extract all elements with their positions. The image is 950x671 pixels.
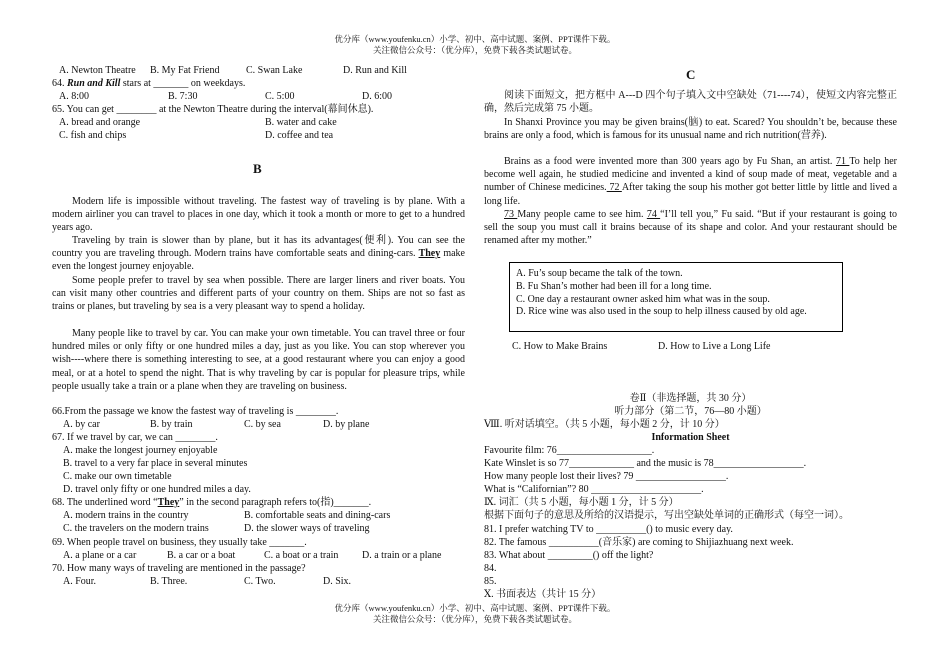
q65-option-d[interactable]: D. coffee and tea: [265, 130, 334, 141]
passage-b-paragraph-3: Some people prefer to travel by sea when possible. There are larger liners and river boats. You can visit many other countries and different parts of your country on them. Ships are not so fast as trains or planes, but traveling by sea is a very pleasant way to spend a holiday.: [52, 275, 465, 313]
q68-text-b: ” in the second paragraph refers to(指)_______.: [179, 497, 372, 508]
info-line-80: What is “Californian”? 80 ______________________.: [484, 484, 704, 495]
blank-72: 72: [606, 182, 622, 194]
footer-line-2: 关注微信公众号：（优分库），免费下载各类试题试卷。: [372, 614, 577, 624]
box-item-c: C. One day a restaurant owner asked him what was in the soup.: [516, 294, 770, 305]
passage-c-paragraph-2: [484, 155, 897, 208]
q67-question: 67. If we travel by car, we can ________.: [52, 432, 218, 443]
para3c-text-b: “I’ll tell you,” Fu said. “But if your restaurant is going to sell the soup you must call it brains because of its shape and color. And your restaurant should be renamed after my mother.”: [484, 209, 898, 247]
info-line-77-78: Kate Winslet is so 77_____________ and the music is 78__________________.: [484, 458, 807, 469]
para2-underlined-they: They: [418, 248, 441, 260]
q68-option-c[interactable]: C. the travelers on the modern trains: [63, 523, 209, 534]
passage-c-paragraph-3: [484, 208, 897, 248]
q64-option-b[interactable]: B. 7:30: [168, 91, 198, 102]
q64-option-d[interactable]: D. 6:00: [362, 91, 392, 102]
section-c-heading: C: [686, 67, 696, 82]
passage-b-paragraph-4: Many people like to travel by car. You can make your own timetable. You can travel three or four hundred miles or only fifty or one hundred miles a day, just as you like. You can stop wherever you wish----where there is something interesting to see, at a good restaurant where you can enjoy a good meal, or at a hotel to spend the night. That is why traveling by car is popular for pleasure trips, while people usually take a train or a plane when they are traveling on business.: [52, 328, 465, 392]
q83: 83. What about _________() off the light?: [484, 550, 654, 561]
header-line-1: 优分库（www.youfenku.cn）小学、初中、高中试题、案例、PPT课件下载。: [334, 34, 616, 44]
q68-underlined-they: They: [157, 497, 180, 508]
q63-option-b[interactable]: B. My Fat Friend: [150, 65, 220, 76]
q70-option-c[interactable]: C. Two.: [244, 576, 276, 587]
q75-option-c[interactable]: C. How to Make Brains: [512, 341, 608, 352]
section-b-heading: B: [253, 161, 262, 176]
box-item-d: D. Rice wine was also used in the soup to help illness caused by old age.: [516, 306, 807, 317]
q69-option-b[interactable]: B. a car or a boat: [167, 550, 236, 561]
volume-2-heading: 卷Ⅱ（非选择题，共 30 分）: [629, 393, 752, 404]
q64-number: 64.: [52, 78, 67, 89]
info-line-79: How many people lost their lives? 79 __________________.: [484, 471, 729, 482]
q64-option-c[interactable]: C. 5:00: [265, 91, 295, 102]
q85: 85.: [484, 576, 497, 587]
q81: 81. I prefer watching TV to __________() to music every day.: [484, 524, 733, 535]
q66-option-a[interactable]: A. by car: [63, 419, 100, 430]
para2c-text-c: After taking the soup his mother got better little by little and lived a long life.: [484, 182, 898, 207]
section-9-heading: Ⅸ. 词汇（共 5 小题，每小题 1 分，计 5 分）: [484, 497, 679, 508]
q69-option-a[interactable]: A. a plane or a car: [63, 550, 137, 561]
section-c-instructions: 阅读下面短文，把方框中 A---D 四个句子填入文中空缺处（71----74），使短文内容完整正确，然后完成第 75 小题。: [484, 90, 897, 115]
q65-question: 65. You can get ________ at the Newton Theatre during the interval(幕间休息).: [52, 104, 374, 115]
footer-line-1: 优分库（www.youfenku.cn）小学、初中、高中试题、案例、PPT课件下载。: [334, 603, 616, 613]
q68-option-b[interactable]: B. comfortable seats and dining-cars: [244, 510, 391, 521]
passage-c-paragraph-1: In Shanxi Province you may be given brains(脑) to eat. Scared? You shouldn’t be, because these brains are only a food, which is famous for its unusual name and rich nutrition(营养).: [484, 117, 897, 142]
para3c-text-a: Many people came to see him.: [517, 209, 647, 220]
box-item-b: B. Fu Shan’s mother had been ill for a long time.: [516, 281, 712, 292]
section-10-heading: Ⅹ. 书面表达（共计 15 分）: [484, 589, 602, 600]
header-line-2: 关注微信公众号：（优分库），免费下载各类试题试卷。: [372, 45, 577, 55]
q65-option-a[interactable]: A. bread and orange: [59, 117, 141, 128]
q64-question: [52, 77, 245, 90]
q68-question: [52, 496, 371, 509]
para2-text-b: make even the longest journey enjoyable.: [52, 248, 465, 273]
blank-73: 73: [504, 209, 518, 220]
q66-option-d[interactable]: D. by plane: [323, 419, 370, 430]
para2c-text-b: To help her become well again, he studied medicine and invented a kind of soup made of meat, vegetable and a number of Chinese medicines.: [484, 156, 897, 194]
q82: 82. The famous __________(音乐家) are coming to Shijiazhuang next week.: [484, 537, 794, 548]
q66-option-b[interactable]: B. by train: [150, 419, 193, 430]
q64-option-a[interactable]: A. 8:00: [59, 91, 89, 102]
passage-b-paragraph-1: Modern life is impossible without traveling. The fastest way of traveling is by plane. With a modern airliner you can travel to places in one day, which it took a month or more to get to a hundred years ago.: [52, 196, 465, 234]
info-line-76: Favourite film: 76___________________.: [484, 445, 655, 456]
q70-option-d[interactable]: D. Six.: [323, 576, 352, 587]
q69-option-c[interactable]: C. a boat or a train: [264, 550, 339, 561]
q64-rest: stars at _______ on weekdays.: [120, 78, 246, 89]
section-8-heading: Ⅷ. 听对话填空。（共 5 小题，每小题 2 分，计 10 分）: [484, 419, 725, 430]
information-sheet-title: Information Sheet: [651, 432, 730, 443]
sentence-options-box: [509, 262, 843, 332]
q69-option-d[interactable]: D. a train or a plane: [362, 550, 442, 561]
q64-title: Run and Kill: [67, 78, 121, 89]
para2c-text-a: Brains as a food were invented more than 300 years ago by Fu Shan, an artist.: [504, 156, 836, 167]
q66-question: 66.From the passage we know the fastest way of traveling is ________.: [52, 406, 339, 417]
q70-option-b[interactable]: B. Three.: [150, 576, 188, 587]
q63-option-c[interactable]: C. Swan Lake: [246, 65, 303, 76]
q67-option-d[interactable]: D. travel only fifty or one hundred miles a day.: [63, 484, 251, 495]
q70-question: 70. How many ways of traveling are mentioned in the passage?: [52, 563, 306, 574]
q69-question: 69. When people travel on business, they usually take _______.: [52, 537, 307, 548]
blank-71: 71: [835, 156, 850, 167]
q66-option-c[interactable]: C. by sea: [244, 419, 281, 430]
q63-option-d[interactable]: D. Run and Kill: [343, 65, 407, 76]
q84: 84.: [484, 563, 497, 574]
passage-b-paragraph-2: [52, 234, 465, 274]
q68-option-d[interactable]: D. the slower ways of traveling: [244, 523, 370, 534]
q68-text-a: 68. The underlined word “: [52, 497, 158, 508]
blank-74: 74: [646, 209, 661, 220]
q67-option-b[interactable]: B. travel to a very far place in several minutes: [63, 458, 248, 469]
para2-text-a: Traveling by train is slower than by plane, but it has its advantages(便利). You can see the country you are traveling through. Modern trains have comfortable seats and dining-cars.: [52, 235, 465, 260]
q65-option-b[interactable]: B. water and cake: [265, 117, 337, 128]
q68-option-a[interactable]: A. modern trains in the country: [63, 510, 189, 521]
q67-option-a[interactable]: A. make the longest journey enjoyable: [63, 445, 218, 456]
listening-heading: 听力部分（第二节，76—80 小题）: [614, 406, 767, 417]
q70-option-a[interactable]: A. Four.: [63, 576, 97, 587]
box-item-a: A. Fu’s soup became the talk of the town.: [516, 268, 683, 279]
q67-option-c[interactable]: C. make our own timetable: [63, 471, 172, 482]
q63-option-a[interactable]: A. Newton Theatre: [59, 65, 136, 76]
section-9-instructions: 根据下面句子的意思及所给的汉语提示，写出空缺处单词的正确形式（每空一词）。: [484, 510, 849, 521]
q65-option-c[interactable]: C. fish and chips: [59, 130, 127, 141]
q75-option-d[interactable]: D. How to Live a Long Life: [658, 341, 771, 352]
